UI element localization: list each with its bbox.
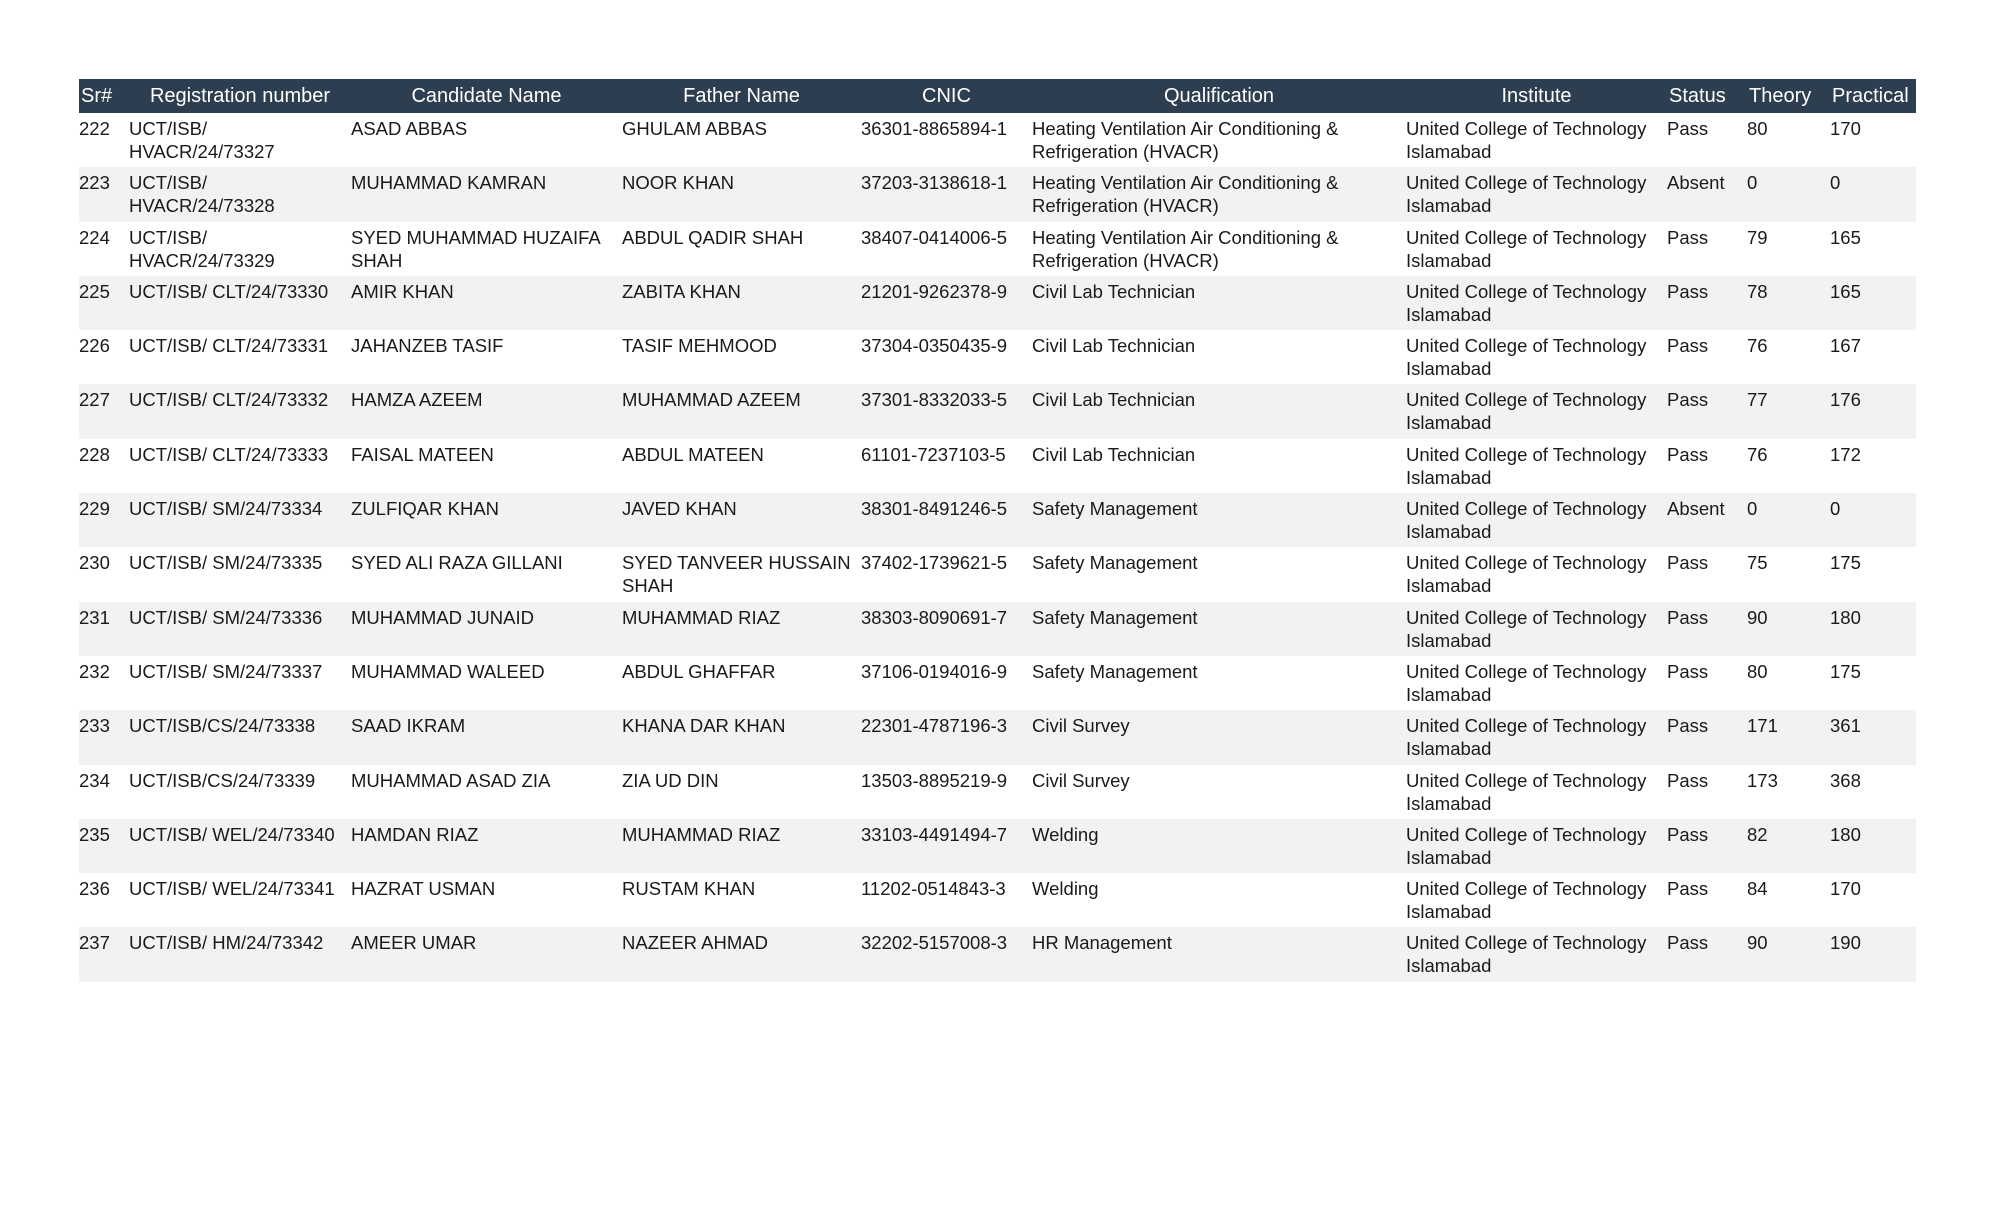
- cell-father-name: RUSTAM KHAN: [622, 878, 756, 900]
- cell-sr: 233: [79, 710, 129, 764]
- table-row: [79, 765, 1916, 819]
- cell-sr: 236: [79, 878, 110, 900]
- cell-candidate-name: MUHAMMAD JUNAID: [351, 602, 622, 656]
- cell-practical: 172: [1830, 443, 1861, 465]
- cell-cnic: 33103-4491494-7: [861, 819, 1032, 873]
- cell-theory: 76: [1747, 443, 1768, 465]
- header-theory: Theory: [1747, 79, 1830, 113]
- cell-father-name: NOOR KHAN: [622, 167, 861, 221]
- cell-qualification: Safety Management: [1032, 660, 1198, 682]
- cell-cnic: 32202-5157008-3: [861, 927, 1032, 981]
- table-row: [79, 222, 1916, 276]
- cell-status: Pass: [1667, 226, 1709, 248]
- cell-sr: 223: [79, 167, 129, 221]
- cell-theory: 80: [1747, 660, 1768, 682]
- cell-registration-number: UCT/ISB/ HM/24/73342: [129, 927, 351, 981]
- cell-registration-number: UCT/ISB/ SM/24/73334: [129, 493, 351, 547]
- cell-theory: 82: [1747, 819, 1830, 873]
- cell-theory: 78: [1747, 276, 1830, 330]
- table-row: [79, 439, 1916, 493]
- cell-practical: 176: [1830, 384, 1916, 438]
- cell-father-name: ABDUL MATEEN: [622, 443, 764, 465]
- cell-father-name: ABDUL QADIR SHAH: [622, 226, 804, 248]
- cell-theory: 0: [1747, 167, 1830, 221]
- cell-cnic: 21201-9262378-9: [861, 276, 1032, 330]
- table-row: [79, 873, 1916, 927]
- cell-qualification: Civil Lab Technician: [1032, 276, 1406, 330]
- cell-father-name: NAZEER AHMAD: [622, 927, 861, 981]
- cell-qualification: Civil Survey: [1032, 769, 1130, 791]
- cell-sr: 225: [79, 276, 129, 330]
- cell-sr: 232: [79, 660, 110, 682]
- cell-practical: 0: [1830, 167, 1916, 221]
- table-row: [79, 710, 1916, 764]
- cell-cnic: 11202-0514843-3: [861, 878, 1006, 900]
- cell-practical: 0: [1830, 493, 1916, 547]
- cell-theory: 90: [1747, 927, 1830, 981]
- cell-practical: 180: [1830, 819, 1916, 873]
- header-institute: Institute: [1406, 79, 1667, 113]
- cell-registration-number: UCT/ISB/ CLT/24/73331: [129, 335, 329, 357]
- cell-practical: 175: [1830, 552, 1861, 574]
- cell-candidate-name: ASAD ABBAS: [351, 118, 468, 139]
- table-row: [79, 276, 1916, 330]
- cell-theory: 76: [1747, 335, 1768, 357]
- cell-registration-number: UCT/ISB/ WEL/24/73341: [129, 878, 335, 900]
- cell-status: Absent: [1667, 493, 1747, 547]
- table-row: [79, 602, 1916, 656]
- cell-candidate-name: ZULFIQAR KHAN: [351, 493, 622, 547]
- cell-theory: 90: [1747, 602, 1830, 656]
- cell-cnic: 22301-4787196-3: [861, 710, 1032, 764]
- cell-status: Pass: [1667, 878, 1709, 900]
- cell-cnic: 38407-0414006-5: [861, 226, 1008, 248]
- header-status: Status: [1667, 79, 1747, 113]
- cell-qualification: Heating Ventilation Air Conditioning & Refrigeration (HVACR): [1032, 226, 1339, 271]
- cell-sr: 222: [79, 118, 110, 139]
- cell-father-name: TASIF MEHMOOD: [622, 335, 777, 357]
- cell-institute: United College of Technology Islamabad: [1406, 335, 1647, 380]
- cell-institute: United College of Technology Islamabad: [1406, 493, 1667, 547]
- cell-status: Pass: [1667, 335, 1709, 357]
- cell-status: Pass: [1667, 384, 1747, 438]
- cell-status: Pass: [1667, 276, 1747, 330]
- cell-father-name: ABDUL GHAFFAR: [622, 660, 776, 682]
- cell-practical: 361: [1830, 710, 1916, 764]
- cell-institute: United College of Technology Islamabad: [1406, 552, 1647, 597]
- cell-registration-number: UCT/ISB/ HVACR/24/73327: [129, 118, 275, 162]
- cell-practical: 368: [1830, 769, 1861, 791]
- cell-candidate-name: FAISAL MATEEN: [351, 443, 494, 465]
- cell-candidate-name: SYED ALI RAZA GILLANI: [351, 552, 563, 574]
- cell-practical: 167: [1830, 335, 1861, 357]
- cell-father-name: MUHAMMAD AZEEM: [622, 384, 861, 438]
- table-body: [79, 113, 1916, 982]
- cell-practical: 175: [1830, 660, 1861, 682]
- cell-father-name: SYED TANVEER HUSSAIN SHAH: [622, 552, 851, 597]
- cell-cnic: 37304-0350435-9: [861, 335, 1008, 357]
- cell-status: Absent: [1667, 167, 1747, 221]
- cell-cnic: 36301-8865894-1: [861, 118, 1008, 139]
- cell-qualification: Welding: [1032, 819, 1406, 873]
- cell-candidate-name: MUHAMMAD WALEED: [351, 660, 545, 682]
- cell-candidate-name: MUHAMMAD ASAD ZIA: [351, 769, 551, 791]
- cell-registration-number: UCT/ISB/ SM/24/73337: [129, 660, 323, 682]
- cell-theory: 171: [1747, 710, 1830, 764]
- cell-theory: 75: [1747, 552, 1768, 574]
- cell-candidate-name: SAAD IKRAM: [351, 710, 622, 764]
- header-candidate-name: Candidate Name: [351, 79, 622, 113]
- cell-father-name: JAVED KHAN: [622, 493, 861, 547]
- cell-qualification: Civil Lab Technician: [1032, 335, 1196, 357]
- cell-cnic: 37106-0194016-9: [861, 660, 1008, 682]
- cell-candidate-name: JAHANZEB TASIF: [351, 335, 504, 357]
- cell-sr: 237: [79, 927, 129, 981]
- header-practical: Practical: [1830, 79, 1916, 113]
- cell-qualification: Civil Lab Technician: [1032, 443, 1196, 465]
- cell-institute: United College of Technology Islamabad: [1406, 660, 1647, 705]
- cell-status: Pass: [1667, 602, 1747, 656]
- cell-theory: 80: [1747, 118, 1768, 139]
- cell-registration-number: UCT/ISB/ HVACR/24/73329: [129, 226, 275, 271]
- cell-theory: 79: [1747, 226, 1768, 248]
- cell-candidate-name: SYED MUHAMMAD HUZAIFA SHAH: [351, 226, 600, 271]
- cell-qualification: HR Management: [1032, 927, 1406, 981]
- cell-cnic: 37301-8332033-5: [861, 384, 1032, 438]
- header-father-name: Father Name: [622, 79, 861, 113]
- cell-sr: 224: [79, 226, 110, 248]
- cell-theory: 173: [1747, 769, 1778, 791]
- cell-institute: United College of Technology Islamabad: [1406, 710, 1667, 764]
- table-row: [79, 384, 1916, 438]
- cell-candidate-name: AMEER UMAR: [351, 927, 622, 981]
- cell-status: Pass: [1667, 769, 1709, 791]
- table-row: [79, 113, 1916, 167]
- cell-father-name: KHANA DAR KHAN: [622, 710, 861, 764]
- cell-cnic: 38301-8491246-5: [861, 493, 1032, 547]
- cell-sr: 235: [79, 819, 129, 873]
- cell-registration-number: UCT/ISB/ CLT/24/73332: [129, 384, 351, 438]
- cell-sr: 227: [79, 384, 129, 438]
- cell-sr: 226: [79, 335, 110, 357]
- cell-father-name: MUHAMMAD RIAZ: [622, 602, 861, 656]
- table-row: [79, 819, 1916, 873]
- cell-institute: United College of Technology Islamabad: [1406, 118, 1647, 162]
- cell-institute: United College of Technology Islamabad: [1406, 819, 1667, 873]
- cell-institute: United College of Technology Islamabad: [1406, 276, 1667, 330]
- cell-practical: 165: [1830, 276, 1916, 330]
- cell-cnic: 13503-8895219-9: [861, 769, 1008, 791]
- cell-theory: 0: [1747, 493, 1830, 547]
- cell-status: Pass: [1667, 710, 1747, 764]
- cell-qualification: Heating Ventilation Air Conditioning & Refrigeration (HVACR): [1032, 118, 1339, 162]
- cell-theory: 84: [1747, 878, 1768, 900]
- cell-registration-number: UCT/ISB/ HVACR/24/73328: [129, 167, 351, 221]
- cell-father-name: ZABITA KHAN: [622, 276, 861, 330]
- cell-qualification: Civil Lab Technician: [1032, 384, 1406, 438]
- cell-sr: 231: [79, 602, 129, 656]
- cell-candidate-name: AMIR KHAN: [351, 276, 622, 330]
- cell-father-name: ZIA UD DIN: [622, 769, 719, 791]
- cell-candidate-name: HAMZA AZEEM: [351, 384, 622, 438]
- cell-status: Pass: [1667, 443, 1709, 465]
- table-row: [79, 167, 1916, 221]
- cell-qualification: Safety Management: [1032, 552, 1198, 574]
- cell-qualification: Civil Survey: [1032, 710, 1406, 764]
- cell-cnic: 37402-1739621-5: [861, 552, 1008, 574]
- cell-candidate-name: HAMDAN RIAZ: [351, 819, 622, 873]
- cell-institute: United College of Technology Islamabad: [1406, 602, 1667, 656]
- cell-practical: 180: [1830, 602, 1916, 656]
- table-row: [79, 547, 1916, 601]
- cell-status: Pass: [1667, 660, 1709, 682]
- cell-qualification: Heating Ventilation Air Conditioning & Refrigeration (HVACR): [1032, 167, 1406, 221]
- cell-cnic: 38303-8090691-7: [861, 602, 1032, 656]
- cell-father-name: GHULAM ABBAS: [622, 118, 767, 139]
- cell-qualification: Safety Management: [1032, 493, 1406, 547]
- cell-practical: 170: [1830, 878, 1861, 900]
- cell-candidate-name: HAZRAT USMAN: [351, 878, 496, 900]
- cell-institute: United College of Technology Islamabad: [1406, 769, 1647, 814]
- cell-institute: United College of Technology Islamabad: [1406, 927, 1667, 981]
- cell-registration-number: UCT/ISB/ CLT/24/73330: [129, 276, 351, 330]
- cell-father-name: MUHAMMAD RIAZ: [622, 819, 861, 873]
- header-registration-number: Registration number: [129, 79, 351, 113]
- cell-registration-number: UCT/ISB/ WEL/24/73340: [129, 819, 351, 873]
- cell-cnic: 37203-3138618-1: [861, 167, 1032, 221]
- header-qualification: Qualification: [1032, 79, 1406, 113]
- cell-theory: 77: [1747, 384, 1830, 438]
- cell-cnic: 61101-7237103-5: [861, 443, 1006, 465]
- cell-sr: 229: [79, 493, 129, 547]
- cell-practical: 165: [1830, 226, 1861, 248]
- cell-sr: 228: [79, 443, 110, 465]
- table-header-row: [79, 79, 1916, 113]
- cell-status: Pass: [1667, 927, 1747, 981]
- cell-registration-number: UCT/ISB/CS/24/73339: [129, 769, 316, 791]
- table-row: [79, 927, 1916, 981]
- cell-institute: United College of Technology Islamabad: [1406, 878, 1647, 923]
- cell-qualification: Safety Management: [1032, 602, 1406, 656]
- cell-status: Pass: [1667, 118, 1709, 139]
- cell-registration-number: UCT/ISB/ SM/24/73335: [129, 552, 323, 574]
- table-row: [79, 656, 1916, 710]
- cell-practical: 170: [1830, 118, 1861, 139]
- cell-registration-number: UCT/ISB/ SM/24/73336: [129, 602, 351, 656]
- header-sr: Sr#: [79, 79, 129, 113]
- cell-candidate-name: MUHAMMAD KAMRAN: [351, 167, 622, 221]
- cell-status: Pass: [1667, 819, 1747, 873]
- cell-registration-number: UCT/ISB/CS/24/73338: [129, 710, 351, 764]
- header-cnic: CNIC: [861, 79, 1032, 113]
- results-table: [79, 79, 1916, 982]
- cell-registration-number: UCT/ISB/ CLT/24/73333: [129, 443, 329, 465]
- cell-sr: 230: [79, 552, 110, 574]
- cell-sr: 234: [79, 769, 110, 791]
- table-row: [79, 330, 1916, 384]
- cell-institute: United College of Technology Islamabad: [1406, 167, 1667, 221]
- table-row: [79, 493, 1916, 547]
- cell-qualification: Welding: [1032, 878, 1099, 900]
- cell-practical: 190: [1830, 927, 1916, 981]
- cell-institute: United College of Technology Islamabad: [1406, 443, 1647, 488]
- cell-institute: United College of Technology Islamabad: [1406, 226, 1647, 271]
- cell-status: Pass: [1667, 552, 1709, 574]
- cell-institute: United College of Technology Islamabad: [1406, 384, 1667, 438]
